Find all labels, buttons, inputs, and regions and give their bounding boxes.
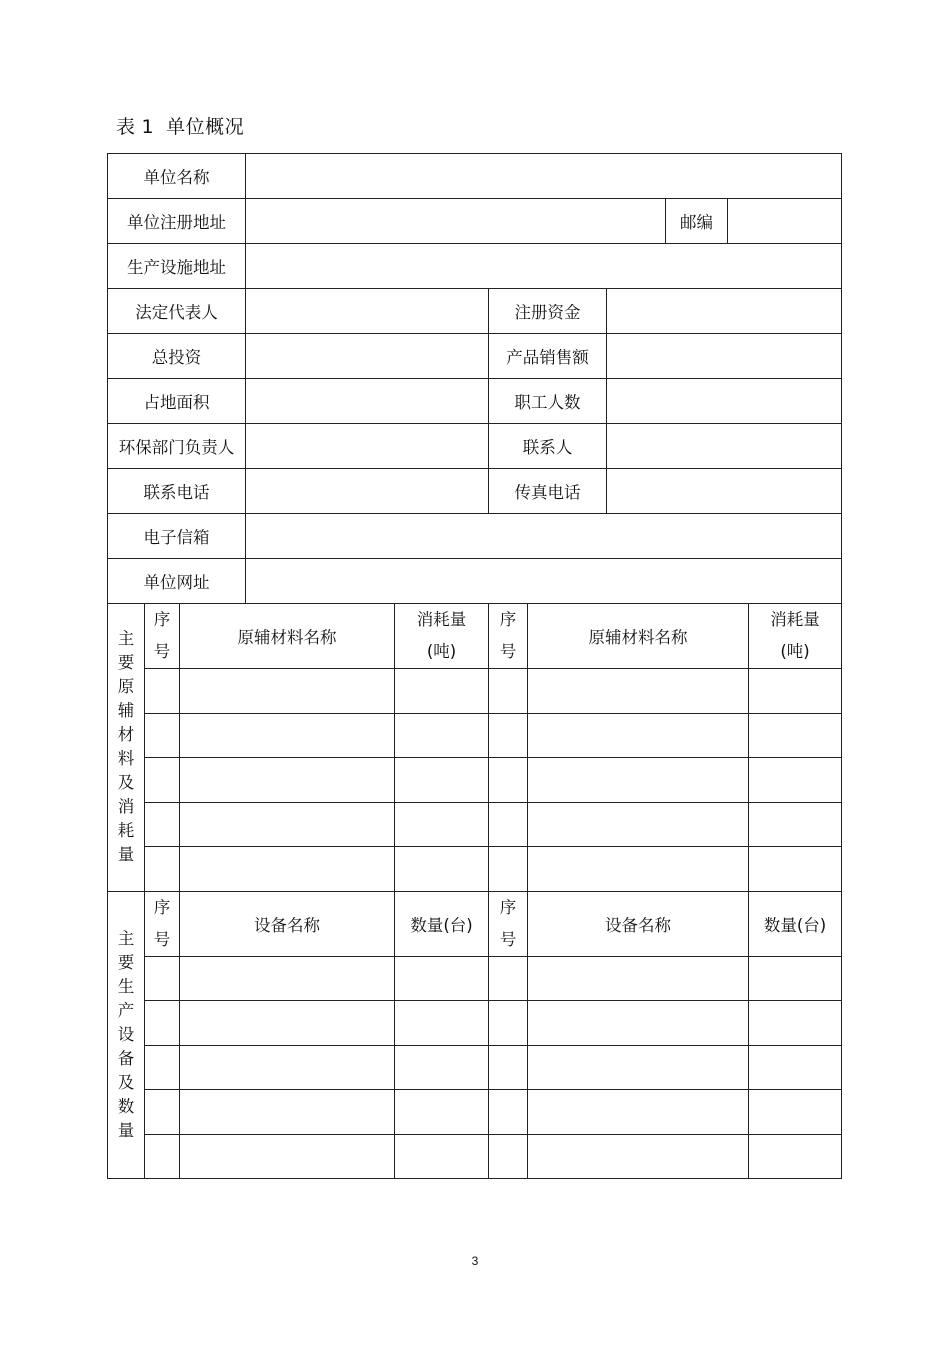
field-email[interactable] [246,514,842,559]
cell[interactable] [395,713,489,758]
cell[interactable] [180,1090,395,1135]
label-website: 单位网址 [108,559,246,604]
cell[interactable] [489,758,528,803]
cell[interactable] [395,1090,489,1135]
label-reg-capital: 注册资金 [489,289,607,334]
cell[interactable] [145,713,180,758]
field-phone[interactable] [246,469,489,514]
cell[interactable] [528,1134,749,1179]
cell[interactable] [528,1090,749,1135]
label-unit-name: 单位名称 [108,154,246,199]
cell[interactable] [145,669,180,714]
table-row [108,1134,842,1179]
row-email [108,514,842,559]
cell[interactable] [489,847,528,892]
equipment-seq-header-2: 序 号 [489,891,528,956]
cell[interactable] [180,802,395,847]
cell[interactable] [145,956,180,1001]
table-row [108,669,842,714]
label-postcode: 邮编 [666,199,728,244]
cell[interactable] [749,1001,842,1046]
cell[interactable] [395,1001,489,1046]
cell[interactable] [180,847,395,892]
label-total-investment: 总投资 [108,334,246,379]
cell[interactable] [145,1090,180,1135]
field-employees[interactable] [607,379,842,424]
row-area [108,379,842,424]
cell[interactable] [180,956,395,1001]
materials-qty-header: 消耗量 (吨) [395,604,489,669]
cell[interactable] [528,802,749,847]
cell[interactable] [395,758,489,803]
table-row [108,956,842,1001]
cell[interactable] [528,1045,749,1090]
cell[interactable] [489,669,528,714]
cell[interactable] [528,1001,749,1046]
cell[interactable] [145,758,180,803]
row-phone [108,469,842,514]
equipment-header-row [108,891,842,956]
table-row [108,847,842,892]
cell[interactable] [180,1134,395,1179]
cell[interactable] [489,956,528,1001]
table-row [108,713,842,758]
row-env-head [108,424,842,469]
cell[interactable] [749,1090,842,1135]
row-unit-name [108,154,842,199]
table-row [108,1001,842,1046]
row-reg-address [108,199,842,244]
equipment-qty-header: 数量(台) [395,891,489,956]
field-legal-rep[interactable] [246,289,489,334]
label-legal-rep: 法定代表人 [108,289,246,334]
cell[interactable] [489,1045,528,1090]
field-area[interactable] [246,379,489,424]
cell[interactable] [749,1045,842,1090]
cell[interactable] [395,847,489,892]
field-total-investment[interactable] [246,334,489,379]
cell[interactable] [395,1045,489,1090]
field-reg-capital[interactable] [607,289,842,334]
cell[interactable] [749,669,842,714]
cell[interactable] [145,802,180,847]
materials-seq-header-2: 序 号 [489,604,528,669]
label-contact: 联系人 [489,424,607,469]
materials-section-label: 主 要 原 辅 材 料 及 消 耗 量 [108,604,145,892]
cell[interactable] [749,802,842,847]
cell[interactable] [395,1134,489,1179]
cell[interactable] [528,713,749,758]
materials-seq-header: 序 号 [145,604,180,669]
materials-qty-header-2: 消耗量 (吨) [749,604,842,669]
field-sales[interactable] [607,334,842,379]
label-sales: 产品销售额 [489,334,607,379]
cell[interactable] [489,802,528,847]
equipment-seq-header: 序 号 [145,891,180,956]
field-contact[interactable] [607,424,842,469]
table-row [108,1090,842,1135]
materials-name-header-2: 原辅材料名称 [528,604,749,669]
label-phone: 联系电话 [108,469,246,514]
field-fax[interactable] [607,469,842,514]
equipment-section-label: 主 要 生 产 设 备 及 数 量 [108,891,145,1179]
field-reg-address[interactable] [246,199,666,244]
field-env-head[interactable] [246,424,489,469]
cell[interactable] [180,713,395,758]
label-reg-address: 单位注册地址 [108,199,246,244]
title-prefix: 表 [116,116,136,138]
field-postcode[interactable] [728,199,842,244]
cell[interactable] [528,758,749,803]
row-website [108,559,842,604]
cell[interactable] [180,669,395,714]
cell[interactable] [395,802,489,847]
cell[interactable] [749,1134,842,1179]
label-facility-address: 生产设施地址 [108,244,246,289]
page-number: 3 [471,1254,479,1268]
row-facility-address [108,244,842,289]
label-employees: 职工人数 [489,379,607,424]
cell[interactable] [749,758,842,803]
cell[interactable] [749,713,842,758]
cell[interactable] [180,1045,395,1090]
cell[interactable] [395,669,489,714]
cell[interactable] [528,847,749,892]
equipment-name-header: 设备名称 [180,891,395,956]
cell[interactable] [145,1045,180,1090]
field-website[interactable] [246,559,842,604]
cell[interactable] [749,847,842,892]
label-area: 占地面积 [108,379,246,424]
materials-name-header: 原辅材料名称 [180,604,395,669]
cell[interactable] [528,669,749,714]
row-investment [108,334,842,379]
equipment-qty-header-2: 数量(台) [749,891,842,956]
label-email: 电子信箱 [108,514,246,559]
materials-header-row [108,604,842,669]
row-legal-rep [108,289,842,334]
cell[interactable] [489,1001,528,1046]
table-title [116,112,244,139]
table-row [108,802,842,847]
title-number: 1 [141,116,155,138]
cell[interactable] [528,956,749,1001]
equipment-name-header-2: 设备名称 [528,891,749,956]
cell[interactable] [145,1134,180,1179]
label-fax: 传真电话 [489,469,607,514]
cell[interactable] [145,1001,180,1046]
cell[interactable] [749,956,842,1001]
table-row [108,758,842,803]
cell[interactable] [489,1134,528,1179]
cell[interactable] [145,847,180,892]
unit-overview-table [107,153,842,1179]
cell[interactable] [180,1001,395,1046]
cell[interactable] [180,758,395,803]
cell[interactable] [489,713,528,758]
field-unit-name[interactable] [246,154,842,199]
title-text: 单位概况 [166,116,245,138]
field-facility-address[interactable] [246,244,842,289]
cell[interactable] [395,956,489,1001]
cell[interactable] [489,1090,528,1135]
label-env-head: 环保部门负责人 [108,424,246,469]
table-row [108,1045,842,1090]
